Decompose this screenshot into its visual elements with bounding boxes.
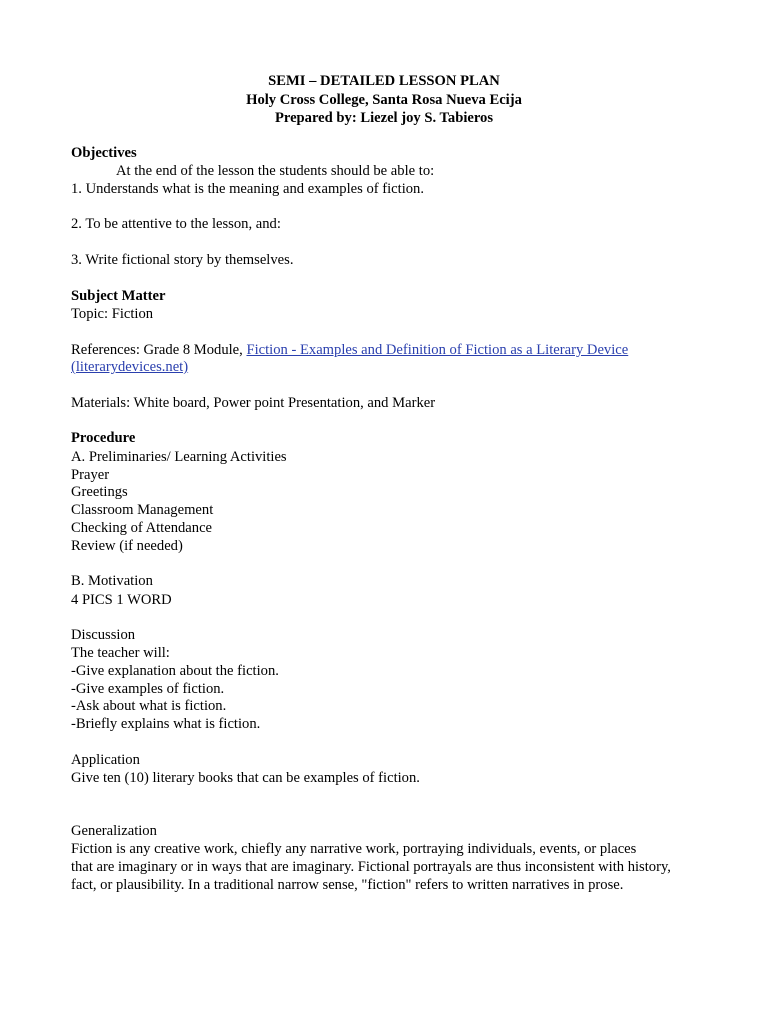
references-link-domain[interactable]: (literarydevices.net) <box>71 359 189 375</box>
list-item: Greetings <box>71 484 128 500</box>
objective-item: 2. To be attentive to the lesson, and: <box>71 216 281 232</box>
generalization-line: Fiction is any creative work, chiefly any narrative work, portraying individuals, events, or places <box>71 841 637 857</box>
discussion-label: Discussion <box>71 627 136 643</box>
prepared-by: Prepared by: Liezel joy S. Tabieros <box>274 110 494 126</box>
list-item: Checking of Attendance <box>71 520 213 536</box>
document-title: SEMI – DETAILED LESSON PLAN <box>268 73 500 89</box>
preliminaries-label: A. Preliminaries/ Learning Activities <box>71 449 287 465</box>
list-item: Prayer <box>71 467 110 483</box>
list-item: -Give explanation about the fiction. <box>71 663 279 679</box>
motivation-label: B. Motivation <box>71 573 153 589</box>
references-prefix: References: Grade 8 Module, <box>71 342 247 358</box>
list-item: -Briefly explains what is fiction. <box>71 716 261 732</box>
generalization-line: fact, or plausibility. In a traditional narrow sense, "fiction" refers to written narratives in prose. <box>71 877 624 893</box>
subject-matter-heading: Subject Matter <box>71 288 166 304</box>
references-line <box>71 341 628 359</box>
application-label: Application <box>71 752 140 768</box>
references-link[interactable]: Fiction - Examples and Definition of Fiction as a Literary Device <box>246 342 629 358</box>
list-item: Classroom Management <box>71 502 214 518</box>
discussion-intro: The teacher will: <box>71 645 170 661</box>
motivation-activity: 4 PICS 1 WORD <box>71 592 172 608</box>
materials-text: Materials: White board, Power point Presentation, and Marker <box>71 395 436 411</box>
procedure-heading: Procedure <box>71 430 136 446</box>
list-item: -Give examples of fiction. <box>71 681 225 697</box>
generalization-line: that are imaginary or in ways that are imaginary. Fictional portrayals are thus inconsistent with history, <box>71 859 671 875</box>
references-link-continued <box>71 358 188 376</box>
list-item: -Ask about what is fiction. <box>71 698 227 714</box>
school-name: Holy Cross College, Santa Rosa Nueva Ecija <box>246 92 522 108</box>
objective-item: 1. Understands what is the meaning and examples of fiction. <box>71 181 425 197</box>
objectives-intro: At the end of the lesson the students should be able to: <box>116 163 435 179</box>
objectives-heading: Objectives <box>71 145 137 161</box>
list-item: Review (if needed) <box>71 538 183 554</box>
application-text: Give ten (10) literary books that can be examples of fiction. <box>71 770 420 786</box>
generalization-label: Generalization <box>71 823 157 839</box>
topic-text: Topic: Fiction <box>71 306 154 322</box>
objective-item: 3. Write fictional story by themselves. <box>71 252 294 268</box>
